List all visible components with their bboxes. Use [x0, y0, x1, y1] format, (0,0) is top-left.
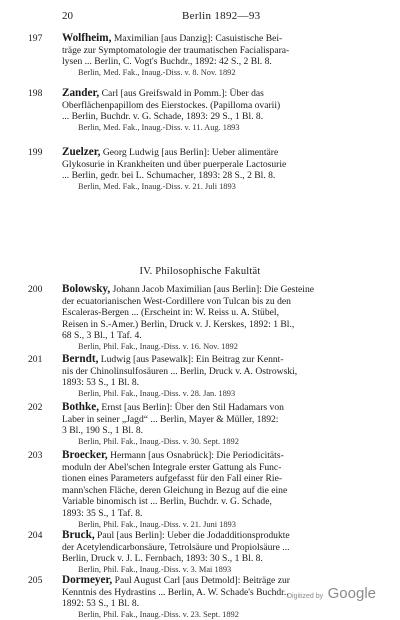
watermark-small-text: Digitized by [286, 593, 324, 600]
entry-number: 198 [28, 88, 43, 99]
entry-line: ... Berlin, gedr. bei L. Schumacher, 1893: 28 S., 2 Bl. 8. [62, 170, 276, 182]
entry-line: ... Berlin, Buchdr. v. G. Schade, 1893: 29 S., 1 Bl. 8. [62, 111, 264, 123]
entry-line: Paul August Carl [aus Detmold]: Beiträge zur [114, 575, 290, 586]
entry-198 [28, 88, 390, 133]
entry-imprint: Berlin, Med. Fak., Inaug.-Diss. v. 21. Juli 1893 [78, 181, 236, 191]
entry-author: Broecker, [62, 450, 108, 461]
entry-line: Kenntnis des Hydrastins ... Berlin, A. W. Schade's Buchdr., [62, 586, 289, 598]
entry-line: Oberflächenpapillom des Eierstockes. (Papilloma ovarii) [62, 99, 281, 111]
entry-author: Bothke, [62, 402, 99, 413]
entry-201 [28, 354, 390, 399]
entry-author: Berndt, [62, 354, 99, 365]
entry-author: Wolfheim, [62, 33, 112, 44]
entry-author: Zuelzer, [62, 147, 101, 158]
entry-line: Maximilian [aus Danzig]: Casuistische Bei- [113, 33, 283, 44]
entry-199 [28, 147, 390, 192]
entry-204 [28, 530, 390, 575]
entry-line: 1892: 53 S., 1 Bl. 8. [62, 598, 140, 610]
entry-imprint: Berlin, Phil. Fak., Inaug.-Diss. v. 16. Nov. 1892 [78, 341, 238, 351]
entry-line: Glykosurie in Krankheiten und über puerperale Lactosurie [62, 158, 287, 170]
entry-203 [28, 450, 390, 530]
entry-200 [28, 284, 390, 352]
entry-number: 204 [28, 530, 43, 541]
entry-line: mann'schen Fläche, deren Gleichung in Bezug auf die eine [62, 484, 288, 496]
entry-line: 1893: 53 S., 1 Bl. 8. [62, 377, 140, 389]
watermark-logo-text: Google [327, 585, 376, 602]
entry-line: 1893: 35 S., 1 Taf. 8. [62, 507, 143, 519]
entry-line: lysen ... Berlin, C. Vogt's Buchdr., 1892: 42 S., 2 Bl. 8. [62, 56, 272, 68]
entry-number: 200 [28, 284, 43, 295]
entry-imprint: Berlin, Phil. Fak., Inaug.-Diss. v. 28. Jan. 1893 [78, 388, 236, 398]
entry-line: Ernst [aus Berlin]: Über den Stil Hadamars von [101, 402, 284, 413]
entry-line: Johann Jacob Maximilian [aus Berlin]: Die Gesteine [112, 284, 315, 295]
entry-author: Zander, [62, 88, 100, 99]
entry-number: 205 [28, 575, 43, 586]
entry-imprint: Berlin, Med. Fak., Inaug.-Diss. v. 11. Aug. 1893 [78, 122, 240, 132]
entry-line: Variable binomisch ist ... Berlin, Buchdr. v. G. Schade, [62, 496, 272, 508]
running-title: Berlin 1892—93 [182, 10, 261, 22]
entry-line: der Acetylendicarbonsäure, Tetrolsäure und Propiolsäure ... [62, 541, 290, 553]
entry-line: moduln der Abel'schen Integrale erster Gattung als Func- [62, 461, 282, 473]
entry-line: tionen eines Parameters aufgefasst für den Fall einer Rie- [62, 473, 283, 485]
entry-imprint: Berlin, Phil. Fak., Inaug.-Diss. v. 3. Mai 1893 [78, 564, 232, 574]
entry-line: Ludwig [aus Pasewalk]: Ein Beitrag zur Kennt- [100, 354, 284, 365]
entry-197 [28, 33, 390, 78]
entry-number: 201 [28, 354, 43, 365]
entry-line: 3 Bl., 190 S., 1 Bl. 8. [62, 425, 144, 437]
section-heading: IV. Philosophische Fakultät [139, 266, 261, 277]
page-header [62, 10, 380, 24]
entry-line: träge zur Symptomatologie der traumatischen Facialispara- [62, 44, 290, 56]
entry-line: der ecuatorianischen West-Cordillere von Tulcan bis zu den [62, 295, 291, 307]
entry-line: Hermann [aus Osnabrück]: Die Periodicitäts- [110, 450, 284, 461]
entry-author: Bruck, [62, 530, 95, 541]
entry-line: Berlin, Druck v. J. L. Fernbach, 1893: 30 S., 1 Bl. 8. [62, 553, 263, 565]
entry-author: Bolowsky, [62, 284, 111, 295]
entry-author: Dormeyer, [62, 575, 113, 586]
entry-line: Carl [aus Greifswald in Pomm.]: Über das [101, 88, 264, 99]
entry-imprint: Berlin, Med. Fak., Inaug.-Diss. v. 8. Nov. 1892 [78, 67, 236, 77]
entry-line: Escaleras-Bergen ... (Erscheint in: W. Reiss u. A. Stübel, [62, 307, 279, 319]
entry-line: 68 S., 3 Bl., 1 Taf. 4. [62, 330, 142, 342]
entry-imprint: Berlin, Phil. Fak., Inaug.-Diss. v. 23. Sept. 1892 [78, 609, 239, 619]
entry-line: Reisen in S.-Amer.) Berlin, Druck v. J. Kerskes, 1892: 1 Bl., [62, 318, 295, 330]
entry-line: Laber in seiner „Jagd“ ... Berlin, Mayer & Müller, 1892: [62, 413, 279, 425]
google-watermark [287, 585, 376, 603]
entry-line: nis der Chinolinsulfosäuren ... Berlin, Druck v. A. Ostrowski, [62, 365, 298, 377]
entry-imprint: Berlin, Phil. Fak., Inaug.-Diss. v. 30. Sept. 1892 [78, 436, 239, 446]
entry-line: Paul [aus Berlin]: Ueber die Jodadditionsprodukte [97, 530, 290, 541]
entry-imprint: Berlin, Phil. Fak., Inaug.-Diss. v. 21. Juni 1893 [78, 519, 236, 529]
entry-number: 202 [28, 402, 43, 413]
entry-number: 199 [28, 147, 43, 158]
page-number: 20 [62, 10, 73, 22]
entry-number: 203 [28, 450, 43, 461]
entry-line: Georg Ludwig [aus Berlin]: Ueber alimentäre [102, 147, 279, 158]
entry-number: 197 [28, 33, 43, 44]
entry-202 [28, 402, 390, 447]
